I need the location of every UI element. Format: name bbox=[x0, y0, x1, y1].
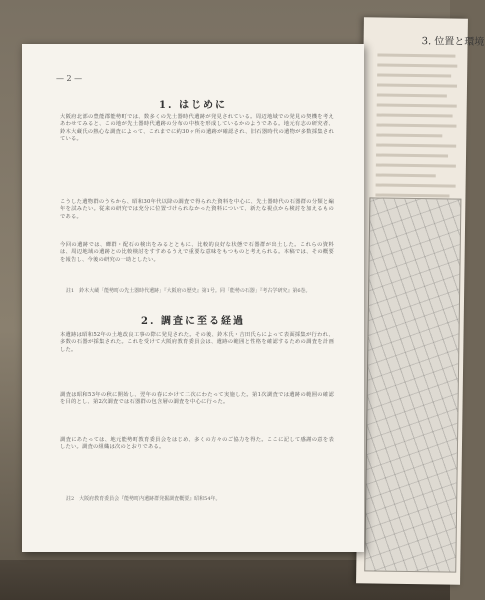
paragraph: 大阪府北部の豊能郡能勢町では、数多くの先土器時代遺跡が発見されている。周辺地域での発見の契機を考えあわせてみると、この地が先土器時代遺跡の分布の中核を形成しているかのようである。地元有志の研究者、鈴木大蔵氏の熱心な調査によって、これまでに約30ヶ所の遺跡が確認され、旧石器時代の遺物が多数採集されている。 bbox=[60, 114, 334, 143]
paragraph: 調査は昭和53年の秋に開始し、翌年の春にかけて二次にわたって実施した。第1次調査では遺跡の範囲の確認を目的とし、第2次調査では石器群の包含層の調査を中心に行った。 bbox=[60, 392, 334, 406]
document-page bbox=[22, 44, 364, 552]
page-number: — 2 — bbox=[56, 74, 83, 83]
paragraph: こうした遺物群のうちから、昭和30年代以降の調査で得られた資料を中心に、先土器時代の石器群の分類と編年を試みたい。従来の研究では充分に位置づけられなかった資料について、新たな視点から検討を加えるものである。 bbox=[60, 199, 334, 220]
map-figure bbox=[364, 197, 461, 572]
section-title-background: 2. 調査に至る経過 bbox=[141, 316, 245, 327]
footnote: 註2 大阪府教育委員会『能勢町内遺跡群発掘調査概要』昭和54年。 bbox=[66, 496, 221, 502]
paragraph: 調査にあたっては、地元能勢町教育委員会をはじめ、多くの方々のご協力を得た。ここに記して感謝の意を表したい。調査の組織は次のとおりである。 bbox=[60, 437, 334, 451]
back-page bbox=[356, 17, 485, 584]
section-title-introduction: 1. はじめに bbox=[159, 100, 227, 111]
back-page-text-block bbox=[375, 53, 457, 214]
paragraph: 今回の遺跡では、礫群・配石の検出をみるとともに、比較的良好な状態で石器群が出土した。これらの資料は、周辺地域の遺跡との比較検討をすすめるうえで重要な意味をもつものと考えられる。本稿では、その概要を報告し、今後の研究の一助としたい。 bbox=[60, 242, 334, 263]
footnote: 註1 鈴木大蔵「能勢町の先土器時代遺跡」『大阪府の歴史』第1号。同「能勢の石器」『考古学研究』第6巻。 bbox=[66, 288, 311, 294]
paragraph: 本遺跡は昭和52年の土地改良工事の際に発見された。その後、鈴木氏・吉田氏らによって表面採集が行われ、多数の石器が採集された。これを受けて大阪府教育委員会は、遺跡の範囲と性格を確認するための調査を計画した。 bbox=[60, 332, 334, 353]
back-page-header: 3. 位置と環境 bbox=[421, 36, 485, 48]
